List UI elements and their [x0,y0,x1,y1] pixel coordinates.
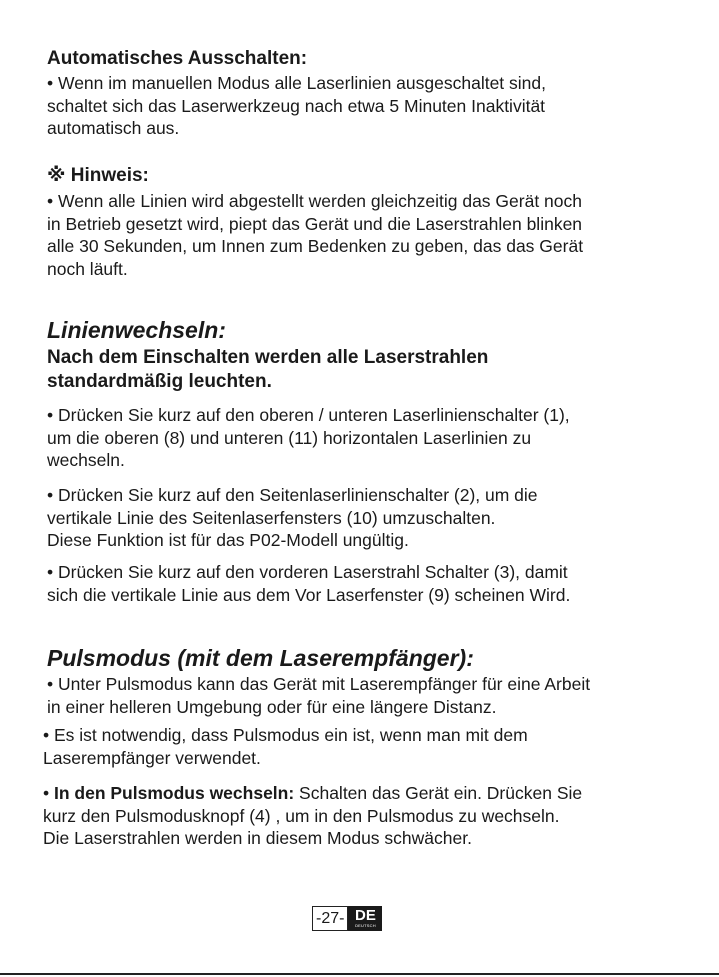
language-badge [348,906,382,931]
pulse-switch-label: In den Pulsmodus wechseln: [54,783,295,803]
line-switch-paragraph-2 [47,484,667,552]
line-switch-paragraph-1 [47,404,667,472]
pulse-text-2: • Es ist notwendig, dass Pulsmodus ein ist, wenn man mit dem Laserempfänger verwendet. [43,725,528,768]
pulse-text-1: • Unter Pulsmodus kann das Gerät mit Laserempfänger für eine Arbeit in einer helleren Umgebung oder für eine längere Distanz. [47,674,591,717]
line-switch-subheading: Nach dem Einschalten werden alle Laserstrahlen standardmäßig leuchten. [47,347,489,392]
pulse-paragraph-2 [43,724,663,769]
line-switch-text-1: • Drücken Sie kurz auf den oberen / unteren Laserlinienschalter (1), um die oberen (8) und unteren (11) horizontalen Laserlinien zu wechseln. [47,405,570,470]
language-name: DEUTSCH [355,923,376,928]
pulse-text-3 [43,782,673,850]
pulse-section [47,644,667,718]
line-switch-text-3: • Drücken Sie kurz auf den vorderen Laserstrahl Schalter (3), damit sich die vertikale Linie aus dem Vor Laserfenster (9) scheinen Wird. [47,562,571,605]
pulse-switch-text: Schalten das Gerät ein. Drücken Sie kurz den Pulsmodusknopf (4) , um in den Pulsmodus zu wechseln. Die Laserstrahlen werden in diesem Modus schwächer. [43,783,583,848]
auto-off-text: • Wenn im manuellen Modus alle Laserlinien ausgeschaltet sind, schaltet sich das Laserwerkzeug nach etwa 5 Minuten Inaktivität automatisch aus. [47,73,546,138]
line-switch-paragraph-3 [47,561,667,606]
page-number: -27- [312,906,348,931]
line-switch-section [47,316,667,394]
note-section [47,164,667,280]
pulse-heading: Pulsmodus (mit dem Laserempfänger): [47,645,474,671]
auto-off-section [47,47,667,140]
auto-off-heading: Automatisches Ausschalten: [47,48,308,69]
note-heading: ※ Hinweis: [47,165,149,186]
bottom-divider [0,973,719,975]
line-switch-heading: Linienwechseln: [47,317,226,343]
language-code: DE [355,907,376,924]
line-switch-text-2: • Drücken Sie kurz auf den Seitenlaserlinienschalter (2), um die vertikale Linie des Seitenlaserfensters (10) umzuschalten. Diese Funktion ist für das P02-Modell ungültig. [47,485,538,550]
note-text: • Wenn alle Linien wird abgestellt werden gleichzeitig das Gerät noch in Betrieb gesetzt wird, piept das Gerät und die Laserstrahlen blinken alle 30 Sekunden, um Innen zum Bedenken zu geben, das das Gerät noch läuft. [47,191,584,279]
pulse-paragraph-3 [43,782,673,850]
page-footer [312,906,382,931]
pulse-bullet: • [43,783,54,803]
